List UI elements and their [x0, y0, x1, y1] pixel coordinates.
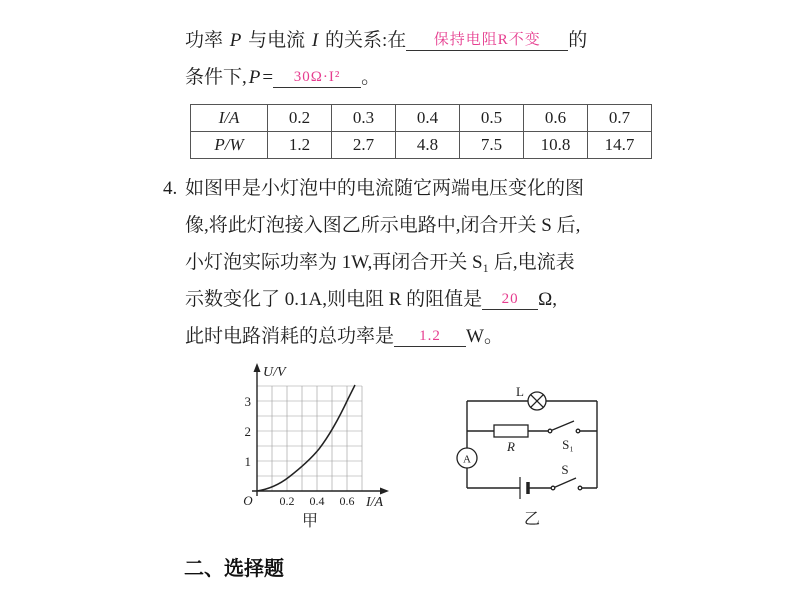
question-4	[163, 170, 584, 355]
graph-caption: 甲	[301, 513, 319, 530]
answer-text-power: 1.2	[419, 328, 441, 344]
question-text: Ω,	[538, 289, 558, 310]
table-cell: 0.6	[524, 105, 588, 132]
origin-label: O	[243, 493, 253, 508]
x-axis-label: I/A	[366, 495, 384, 510]
lamp-label: L	[516, 384, 524, 399]
answer-blank-formula	[273, 68, 361, 88]
answer-text-condition: 保持电阻R不变	[433, 32, 541, 48]
circuit-wires	[467, 401, 597, 488]
table-row-power	[191, 132, 652, 159]
question-line	[163, 170, 584, 207]
table-cell: 7.5	[460, 132, 524, 159]
equals-sign: =	[262, 67, 274, 88]
table-cell: 0.2	[268, 105, 332, 132]
question-text: 如图甲是小灯泡中的电流随它两端电压变化的图	[185, 178, 585, 199]
question-text: 像,将此灯泡接入图乙所示电路中,闭合开关 S 后,	[185, 215, 581, 236]
measurement-table	[190, 104, 652, 159]
table-row-current	[191, 105, 652, 132]
switch1-label: S₁	[562, 437, 574, 452]
question-line	[185, 281, 584, 318]
variable-P: P	[229, 30, 242, 51]
ammeter-label: A	[463, 453, 471, 466]
fill-in-statement-line2	[185, 62, 380, 89]
fill-in-statement-line1	[185, 25, 587, 52]
question-text: 小灯泡实际功率为 1W,再闭合开关 S₁ 后,电流表	[185, 252, 575, 273]
question-number: 4.	[163, 178, 178, 199]
row-header-current: I/A	[191, 105, 268, 132]
answer-blank-power	[394, 327, 466, 347]
table-cell: 14.7	[588, 132, 652, 159]
x-tick-04: 0.4	[309, 494, 325, 508]
question-text: W。	[466, 326, 503, 347]
ui-graph-svg	[222, 356, 407, 534]
variable-I: I	[311, 30, 319, 51]
lamp-icon	[528, 392, 546, 410]
answer-text-resistance: 20	[501, 291, 519, 307]
statement-text: 与电流	[243, 30, 310, 51]
answer-blank-condition	[406, 31, 568, 51]
table-cell: 1.2	[268, 132, 332, 159]
circuit-svg	[452, 383, 612, 531]
circuit-caption: 乙	[523, 511, 541, 528]
resistor-icon	[494, 425, 528, 437]
section-2-title: 二、选择题	[184, 558, 284, 580]
question-line	[185, 318, 584, 355]
table-cell: 0.7	[588, 105, 652, 132]
statement-text: 的	[568, 30, 588, 51]
question-text: 此时电路消耗的总功率是	[185, 326, 395, 347]
x-tick-06: 0.6	[339, 494, 355, 508]
question-text: 示数变化了 0.1A,则电阻 R 的阻值是	[185, 289, 483, 310]
x-tick-02: 0.2	[279, 494, 295, 508]
statement-text: 。	[361, 67, 381, 88]
ammeter-icon	[457, 448, 477, 468]
question-line	[185, 207, 584, 244]
statement-text: 功率	[185, 30, 228, 51]
battery-icon	[520, 477, 528, 499]
answer-blank-resistance	[482, 290, 538, 310]
ui-graph-figure	[222, 356, 407, 539]
y-tick-2: 2	[244, 424, 251, 439]
y-tick-1: 1	[244, 454, 251, 469]
answer-text-formula: 30Ω·I²	[293, 69, 341, 85]
switch-icon	[551, 478, 582, 490]
y-axis-arrow	[254, 363, 261, 372]
question-line	[185, 244, 584, 281]
table-cell: 0.5	[460, 105, 524, 132]
switch1-icon	[548, 421, 580, 433]
table-cell: 2.7	[332, 132, 396, 159]
x-axis-arrow	[380, 488, 389, 495]
resistor-label: R	[507, 439, 515, 454]
row-header-power: P/W	[191, 132, 268, 159]
y-tick-3: 3	[244, 394, 251, 409]
table-cell: 0.4	[396, 105, 460, 132]
circuit-figure	[452, 383, 612, 536]
table-cell: 4.8	[396, 132, 460, 159]
switch-label: S	[561, 462, 569, 477]
statement-text: 条件下,	[185, 67, 247, 88]
table-cell: 10.8	[524, 132, 588, 159]
y-axis-label: U/V	[263, 365, 286, 380]
variable-P: P	[248, 67, 261, 88]
table-cell: 0.3	[332, 105, 396, 132]
statement-text: 的关系:在	[320, 30, 407, 51]
